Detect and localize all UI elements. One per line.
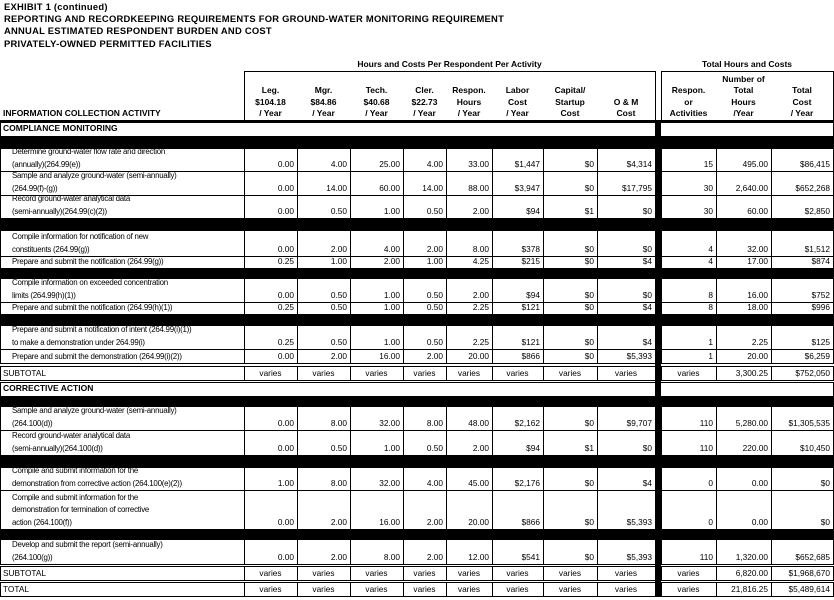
value-cell: varies [677, 584, 700, 594]
value-cell: 0.25 [277, 256, 294, 266]
value-cell: 3,300.25 [735, 368, 768, 378]
activity-description: Compile information on exceeded concentration [12, 278, 168, 288]
group-header-per-respondent: Hours and Costs Per Respondent Per Activity [357, 59, 542, 69]
row-border [0, 278, 1, 302]
value-cell: 220.00 [742, 443, 768, 453]
value-cell: 8.00 [472, 244, 489, 254]
value-cell: 0.00 [277, 351, 294, 361]
value-cell: $1,512 [804, 244, 830, 254]
row-border [0, 171, 1, 195]
column-header-4: Respon. [452, 85, 486, 96]
column-header-4: Hours [456, 96, 482, 107]
value-cell: 5,280.00 [735, 418, 768, 428]
column-header-5: / Year [506, 108, 529, 119]
section-title: CORRECTIVE ACTION [3, 383, 94, 393]
value-cell: 20.00 [468, 517, 489, 527]
value-cell: 1.00 [383, 302, 400, 312]
row-border [0, 396, 834, 397]
value-cell: 14.00 [326, 183, 347, 193]
value-cell: $4 [642, 302, 652, 312]
value-cell: varies [312, 368, 335, 378]
column-header-6: Startup [555, 96, 585, 107]
row-border [0, 366, 1, 380]
value-cell: $0 [584, 256, 594, 266]
column-header-7: O & M [613, 96, 639, 107]
value-cell: $0 [584, 302, 594, 312]
value-cell: varies [312, 568, 335, 578]
activity-column-header: INFORMATION COLLECTION ACTIVITY [3, 108, 161, 118]
value-cell: varies [259, 584, 282, 594]
value-cell: $0 [642, 443, 652, 453]
value-cell: $121 [521, 302, 540, 312]
value-cell: $94 [526, 290, 540, 300]
activity-description: Prepare and submit the notification (264.99(g)) [12, 256, 164, 266]
row-border [0, 529, 834, 530]
row-border [0, 566, 1, 580]
value-cell: $1,968,670 [788, 568, 830, 578]
column-header-9: Number of [722, 73, 765, 84]
column-header-7: Cost [616, 108, 636, 119]
value-cell: $0 [584, 552, 594, 562]
row-border [0, 455, 834, 456]
row-border [0, 195, 1, 218]
value-cell: 2.25 [472, 302, 489, 312]
activity-description: limits (264.99(h)(1)) [12, 290, 76, 300]
value-cell: $541 [521, 552, 540, 562]
activity-description: constituents (264.99(g)) [12, 244, 90, 254]
column-header-2: / Year [365, 108, 388, 119]
column-header-9: Hours [731, 96, 756, 107]
row-border [0, 325, 1, 349]
value-cell: 0.00 [277, 517, 294, 527]
column-header-8: Activities [669, 108, 708, 119]
row-border [0, 382, 1, 396]
row-border [0, 218, 834, 219]
value-cell: $17,795 [622, 183, 652, 193]
value-cell: $0 [820, 517, 830, 527]
value-cell: 8.00 [426, 418, 443, 428]
value-cell: 4.00 [426, 478, 443, 488]
value-cell: $94 [526, 443, 540, 453]
column-header-10: Total [792, 85, 812, 96]
value-cell: 45.00 [468, 478, 489, 488]
group-underline [244, 71, 655, 72]
value-cell: $2,176 [514, 478, 540, 488]
value-cell: 8 [708, 290, 713, 300]
value-cell: $1 [584, 206, 594, 216]
value-cell: 0 [708, 478, 713, 488]
value-cell: varies [413, 568, 436, 578]
value-cell: varies [677, 368, 700, 378]
activity-description: Sample and analyze ground-water (semi-annually) [12, 171, 177, 181]
activity-description: action (264.100(f)) [12, 517, 72, 527]
column-header-10: / Year [790, 108, 814, 119]
value-cell: 0 [708, 517, 713, 527]
activity-description: Record ground-water analytical data [12, 194, 131, 204]
value-cell: $6,259 [804, 351, 830, 361]
value-cell: 33.00 [468, 159, 489, 169]
row-border [0, 122, 834, 123]
column-header-3: $22.73 [411, 96, 438, 107]
value-cell: 0.50 [426, 443, 443, 453]
value-cell: 16.00 [379, 351, 400, 361]
row-border [0, 302, 1, 314]
value-cell: varies [614, 584, 638, 594]
value-cell: $4 [642, 256, 652, 266]
value-cell: 0.50 [330, 443, 347, 453]
value-cell: 30 [703, 206, 713, 216]
value-cell: 1.00 [330, 256, 347, 266]
row-border [0, 582, 834, 583]
activity-description: Sample and analyze ground-water (semi-annually) [12, 406, 177, 416]
value-cell: $652,268 [795, 183, 830, 193]
activity-description: Record ground-water analytical data [12, 431, 131, 441]
value-cell: $0 [584, 290, 594, 300]
value-cell: 110 [699, 443, 713, 453]
value-cell: $4 [642, 478, 652, 488]
value-cell: $121 [521, 337, 540, 347]
exhibit-label: EXHIBIT 1 (continued) [4, 1, 108, 12]
row-border [0, 136, 834, 137]
value-cell: 1.00 [277, 478, 294, 488]
value-cell: 48.00 [468, 418, 489, 428]
value-cell: varies [558, 568, 582, 578]
row-border [0, 406, 1, 430]
value-cell: 6,820.00 [735, 568, 768, 578]
value-cell: varies [413, 584, 436, 594]
activity-description: demonstration from corrective action (264.100(e)(2)) [12, 478, 182, 488]
value-cell: varies [506, 584, 529, 594]
value-cell: 110 [699, 552, 713, 562]
value-cell: 0.00 [277, 206, 294, 216]
value-cell: 16.00 [747, 290, 768, 300]
value-cell: 2.00 [426, 351, 443, 361]
document-title: REPORTING AND RECORDKEEPING REQUIREMENTS FOR GROUND-WATER MONITORING REQUIREMENT [4, 13, 505, 25]
value-cell: 2.00 [426, 244, 443, 254]
row-border [0, 230, 1, 256]
value-cell: 0.00 [277, 552, 294, 562]
value-cell: varies [457, 584, 481, 594]
value-cell: varies [677, 568, 700, 578]
value-cell: 60.00 [379, 183, 400, 193]
value-cell: 12.00 [468, 552, 489, 562]
value-cell: 2.00 [330, 244, 347, 254]
value-cell: varies [365, 584, 388, 594]
value-cell: $5,393 [626, 351, 652, 361]
value-cell: $0 [642, 290, 652, 300]
value-cell: 0.50 [426, 206, 443, 216]
column-header-3: Cler. [415, 85, 434, 96]
group-header-totals: Total Hours and Costs [701, 59, 793, 69]
value-cell: 2.00 [330, 351, 347, 361]
value-cell: 1.00 [426, 256, 443, 266]
column-header-0: Leg. [261, 85, 280, 96]
value-cell: 2.00 [472, 443, 489, 453]
value-cell: 88.00 [468, 183, 489, 193]
value-cell: $4,314 [626, 159, 652, 169]
row-border [0, 268, 834, 269]
row-border [0, 382, 834, 383]
separator-band [0, 529, 834, 539]
activity-description: Compile and submit information for the [12, 492, 139, 502]
value-cell: varies [312, 584, 335, 594]
value-cell: $5,393 [626, 517, 652, 527]
value-cell: $752 [811, 290, 830, 300]
value-cell: 4.00 [426, 159, 443, 169]
activity-description: (semi-annually)(264.100(d)) [12, 443, 103, 453]
value-cell: 2.00 [330, 552, 347, 562]
facility-type: PRIVATELY-OWNED PERMITTED FACILITIES [4, 37, 212, 49]
section-title: COMPLIANCE MONITORING [3, 123, 118, 133]
value-cell: 0.00 [277, 159, 294, 169]
row-border [0, 566, 834, 567]
value-cell: $5,489,614 [788, 584, 830, 594]
value-cell: 60.00 [747, 206, 768, 216]
activity-description: Prepare and submit a notification of intent (264.99(i)(1)) [12, 325, 192, 335]
value-cell: 14.00 [422, 183, 443, 193]
value-cell: 0.00 [751, 478, 768, 488]
value-cell: 4.25 [472, 256, 489, 266]
value-cell: varies [259, 368, 282, 378]
row-border [0, 430, 1, 455]
value-cell: 2.00 [472, 290, 489, 300]
value-cell: $2,850 [804, 206, 830, 216]
row-border [0, 467, 1, 490]
value-cell: 1 [708, 351, 713, 361]
value-cell: 21,816.25 [731, 584, 768, 594]
value-cell: $866 [521, 351, 540, 361]
value-cell: 2.25 [472, 337, 489, 347]
value-cell: varies [558, 584, 582, 594]
value-cell: 2.00 [383, 256, 400, 266]
value-cell: 4 [708, 256, 713, 266]
value-cell: 8.00 [330, 478, 347, 488]
row-border [0, 314, 834, 315]
value-cell: 2.00 [426, 552, 443, 562]
value-cell: varies [413, 368, 436, 378]
column-header-5: Labor [505, 85, 530, 96]
value-cell: 0.00 [751, 517, 768, 527]
row-border [0, 363, 834, 364]
value-cell: $0 [584, 244, 594, 254]
value-cell: $0 [642, 244, 652, 254]
value-cell: $866 [521, 517, 540, 527]
value-cell: 32.00 [379, 418, 400, 428]
value-cell: 4.00 [383, 244, 400, 254]
value-cell: 16.00 [379, 517, 400, 527]
value-cell: 0.00 [277, 290, 294, 300]
value-cell: 20.00 [468, 351, 489, 361]
activity-description: (annually)(264.99(e)) [12, 159, 81, 169]
column-header-8: Respon. [671, 85, 706, 96]
value-cell: $1 [584, 443, 594, 453]
value-cell: 0.00 [277, 418, 294, 428]
row-border [0, 490, 1, 529]
value-cell: 18.00 [747, 302, 768, 312]
value-cell: $3,947 [514, 183, 540, 193]
value-cell: 0.50 [330, 206, 347, 216]
value-cell: 2.00 [426, 517, 443, 527]
value-cell: 0.50 [330, 337, 347, 347]
value-cell: 8.00 [383, 552, 400, 562]
column-header-1: / Year [312, 108, 335, 119]
value-cell: 2,640.00 [735, 183, 768, 193]
value-cell: 8 [708, 302, 713, 312]
value-cell: 0.00 [277, 183, 294, 193]
value-cell: 20.00 [747, 351, 768, 361]
value-cell: $86,415 [800, 159, 830, 169]
value-cell: 0.50 [330, 302, 347, 312]
value-cell: $996 [811, 302, 830, 312]
row-border [0, 349, 1, 363]
activity-description: to make a demonstration under 264.99(i) [12, 337, 145, 347]
value-cell: 495.00 [742, 159, 768, 169]
value-cell: 1.00 [383, 290, 400, 300]
value-cell: 0.00 [277, 443, 294, 453]
activity-description: Compile information for notification of new [12, 232, 149, 242]
value-cell: 1 [708, 337, 713, 347]
activity-description: (semi-annually)(264.99(c)(2)) [12, 206, 107, 216]
row-border [0, 580, 834, 581]
column-header-1: $84.86 [310, 96, 337, 107]
group-underline [661, 71, 833, 72]
value-cell: $1,305,535 [788, 418, 830, 428]
row-border [0, 366, 834, 367]
column-header-6: Cost [560, 108, 580, 119]
value-cell: $652,685 [795, 552, 830, 562]
value-cell: 32.00 [379, 478, 400, 488]
value-cell: varies [259, 568, 282, 578]
column-header-9: Total [733, 85, 754, 96]
value-cell: 4 [708, 244, 713, 254]
value-cell: varies [457, 568, 481, 578]
activity-description: demonstration for termination of corrective [12, 505, 150, 515]
row-border [0, 380, 834, 381]
column-header-1: Mgr. [314, 85, 333, 96]
activity-description: (264.100(d)) [12, 418, 53, 428]
value-cell: $0 [584, 183, 594, 193]
activity-description: Compile and submit information for the [12, 466, 139, 476]
column-header-2: Tech. [365, 85, 388, 96]
value-cell: $1,447 [514, 159, 540, 169]
row-border [0, 539, 1, 564]
activity-description: Determine ground-water flow rate and direction [12, 147, 165, 157]
activity-description: Develop and submit the report (semi-annually) [12, 540, 163, 550]
activity-description: (264.99(f)-(g)) [12, 183, 58, 193]
value-cell: $752,050 [795, 368, 830, 378]
value-cell: 1,320.00 [735, 552, 768, 562]
row-border [0, 256, 1, 268]
value-cell: 2.00 [330, 517, 347, 527]
row-border [0, 596, 834, 597]
column-header-6: Capital/ [554, 85, 586, 96]
value-cell: 0.50 [330, 290, 347, 300]
value-cell: $94 [526, 206, 540, 216]
value-cell: 1.00 [383, 443, 400, 453]
value-cell: 32.00 [747, 244, 768, 254]
column-header-5: Cost [508, 96, 527, 107]
column-header-10: Cost [792, 96, 812, 107]
value-cell: 1.00 [383, 337, 400, 347]
value-cell: 2.25 [751, 337, 768, 347]
separator-band [0, 218, 834, 230]
column-header-2: $40.68 [363, 96, 390, 107]
column-header-0: $104.18 [255, 96, 286, 107]
value-cell: $874 [811, 256, 830, 266]
value-cell: varies [457, 368, 481, 378]
value-cell: 30 [703, 183, 713, 193]
value-cell: 2.00 [472, 206, 489, 216]
value-cell: 110 [699, 418, 713, 428]
subtotal-label: SUBTOTAL [3, 368, 47, 378]
value-cell: $0 [642, 206, 652, 216]
column-header-8: or [684, 96, 693, 107]
row-border [0, 582, 1, 596]
value-cell: $10,450 [800, 443, 830, 453]
value-cell: varies [506, 368, 529, 378]
value-cell: 8.00 [330, 418, 347, 428]
value-cell: $0 [820, 478, 830, 488]
value-cell: $378 [521, 244, 540, 254]
value-cell: varies [614, 568, 638, 578]
value-cell: 15 [703, 159, 713, 169]
activity-description: Prepare and submit the notification (264.99(h)(1)) [12, 302, 173, 312]
value-cell: $0 [584, 418, 594, 428]
value-cell: $0 [584, 351, 594, 361]
activity-description: Prepare and submit the demonstration (264.99(i)(2)) [12, 351, 182, 361]
value-cell: $0 [584, 517, 594, 527]
value-cell: $4 [642, 337, 652, 347]
header-rule [655, 71, 656, 121]
value-cell: varies [614, 368, 638, 378]
value-cell: $0 [584, 159, 594, 169]
value-cell: $0 [584, 478, 594, 488]
value-cell: 0.25 [277, 337, 294, 347]
value-cell: 4.00 [330, 159, 347, 169]
document-subtitle: ANNUAL ESTIMATED RESPONDENT BURDEN AND COST [4, 25, 272, 37]
value-cell: $5,393 [626, 552, 652, 562]
value-cell: 0.25 [277, 302, 294, 312]
value-cell: $9,707 [626, 418, 652, 428]
row-border [0, 564, 834, 565]
column-header-0: / Year [259, 108, 282, 119]
value-cell: varies [558, 368, 582, 378]
value-cell: 0.50 [426, 302, 443, 312]
value-cell: 0.50 [426, 337, 443, 347]
row-border [0, 148, 1, 171]
value-cell: $125 [811, 337, 830, 347]
row-border [0, 122, 1, 136]
value-cell: 25.00 [379, 159, 400, 169]
subtotal-label: SUBTOTAL [3, 568, 47, 578]
value-cell: $0 [584, 337, 594, 347]
column-header-3: / Year [413, 108, 436, 119]
value-cell: 17.00 [747, 256, 768, 266]
column-header-9: /Year [733, 108, 754, 119]
value-cell: 1.00 [383, 206, 400, 216]
total-label: TOTAL [3, 584, 29, 594]
column-header-4: / Year [457, 108, 481, 119]
value-cell: $215 [521, 256, 540, 266]
value-cell: varies [365, 568, 388, 578]
value-cell: $2,162 [514, 418, 540, 428]
activity-description: (264.100(g)) [12, 552, 53, 562]
value-cell: varies [365, 368, 388, 378]
value-cell: 0.00 [277, 244, 294, 254]
value-cell: varies [506, 568, 529, 578]
value-cell: 0.50 [426, 290, 443, 300]
